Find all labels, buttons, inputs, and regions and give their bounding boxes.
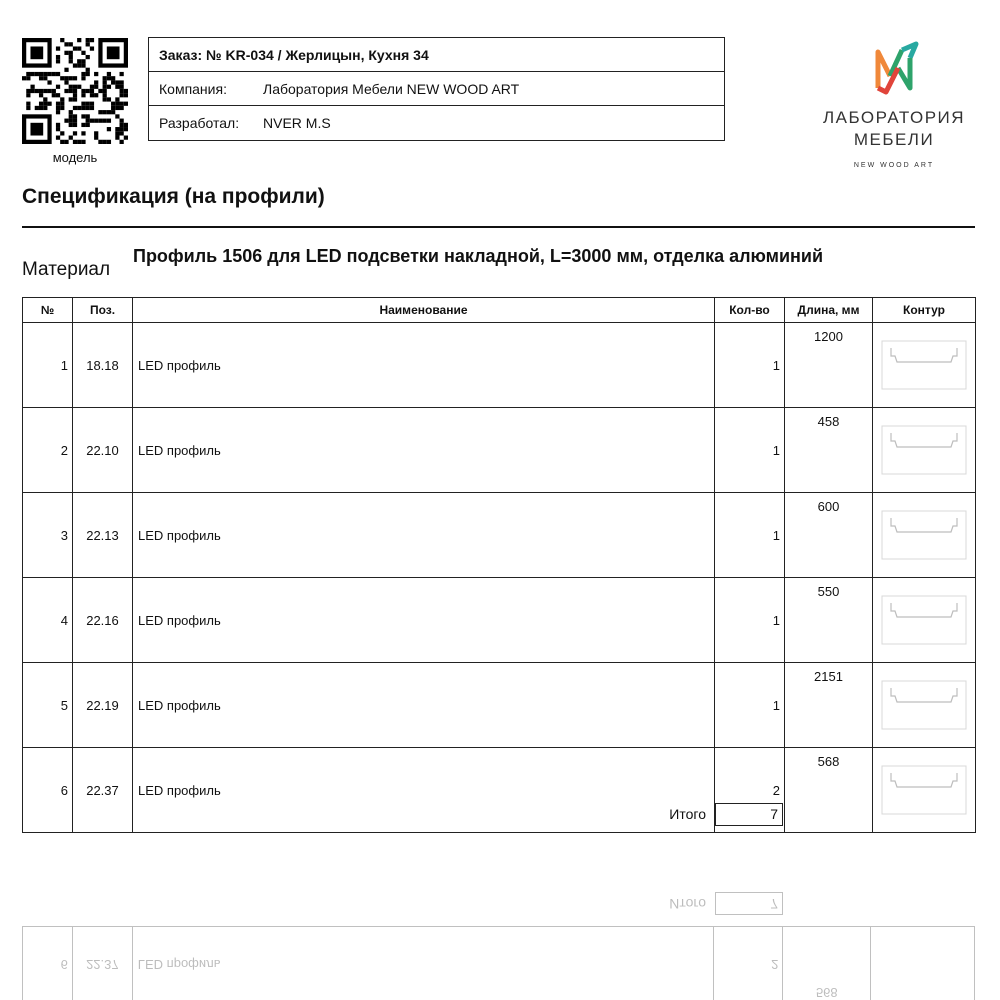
spec-table (22, 297, 976, 833)
ghost-num: 6 (23, 927, 73, 1000)
developer-row (149, 106, 724, 140)
total-label: Итого (669, 806, 706, 822)
row-contour (873, 748, 976, 833)
col-header-qty: Кол-во (715, 298, 785, 323)
ghost-length: 568 (783, 927, 871, 1000)
row-qty: 1 (715, 408, 785, 493)
total-value: 7 (715, 803, 783, 826)
row-qty: 1 (715, 323, 785, 408)
material-value: Профиль 1506 для LED подсветки накладной, L=3000 мм, отделка алюминий (133, 246, 824, 266)
company-row (149, 72, 724, 106)
row-num: 6 (23, 748, 73, 833)
row-qty: 2 (715, 748, 785, 833)
row-length: 2151 (785, 663, 873, 748)
row-contour (873, 493, 976, 578)
row-contour (873, 323, 976, 408)
material-label: Материал (22, 259, 111, 280)
title-divider (22, 226, 975, 228)
col-header-contour: Контур (873, 298, 976, 323)
qr-caption: модель (52, 150, 98, 165)
row-num: 2 (23, 408, 73, 493)
row-length: 568 (785, 748, 873, 833)
ghost-name: LED профиль (133, 927, 714, 1000)
logo-line-1: ЛАБОРАТОРИЯ (822, 108, 966, 127)
order-line: Заказ: № KR-034 / Жерлицын, Кухня 34 (149, 38, 724, 72)
row-length: 1200 (785, 323, 873, 408)
row-name: LED профиль (133, 323, 715, 408)
row-contour (873, 663, 976, 748)
qr-code-icon (22, 38, 128, 144)
profile-contour-icon (881, 680, 967, 730)
row-num: 5 (23, 663, 73, 748)
profile-contour-icon (881, 765, 967, 815)
col-header-length: Длина, мм (785, 298, 873, 323)
page-reflection (0, 880, 1000, 1000)
table-row (23, 578, 976, 663)
row-length: 600 (785, 493, 873, 578)
table-row (23, 663, 976, 748)
company-value: Лаборатория Мебели NEW WOOD ART (263, 80, 520, 97)
logo-mark-icon (810, 38, 978, 108)
row-name: LED профиль (133, 663, 715, 748)
developer-value: NVER M.S (263, 115, 331, 131)
row-qty: 1 (715, 663, 785, 748)
table-row (23, 408, 976, 493)
row-name: LED профиль (133, 578, 715, 663)
row-pos: 22.13 (73, 493, 133, 578)
row-name: LED профиль (133, 748, 715, 833)
row-pos: 22.16 (73, 578, 133, 663)
ghost-pos: 22.37 (73, 927, 133, 1000)
table-header-row (23, 298, 976, 323)
row-name: LED профиль (133, 408, 715, 493)
table-row (23, 493, 976, 578)
row-num: 1 (23, 323, 73, 408)
ghost-total-value: 7 (715, 892, 783, 915)
profile-contour-icon (881, 340, 967, 390)
ghost-total-label: Итого (669, 896, 706, 912)
logo-line-2: МЕБЕЛИ (853, 130, 935, 149)
row-num: 4 (23, 578, 73, 663)
profile-contour-icon (881, 425, 967, 475)
row-length: 550 (785, 578, 873, 663)
table-row (23, 748, 976, 833)
col-header-pos: Поз. (73, 298, 133, 323)
row-pos: 22.10 (73, 408, 133, 493)
ghost-qty: 2 (714, 927, 784, 1000)
table-row (23, 323, 976, 408)
row-length: 458 (785, 408, 873, 493)
col-header-name: Наименование (133, 298, 715, 323)
profile-contour-icon (881, 595, 967, 645)
row-qty: 1 (715, 493, 785, 578)
spec-title: Спецификация (на профили) (22, 185, 325, 208)
row-num: 3 (23, 493, 73, 578)
company-logo (810, 38, 978, 178)
qr-code (22, 38, 128, 144)
row-pos: 22.19 (73, 663, 133, 748)
row-name: LED профиль (133, 493, 715, 578)
order-info-box (148, 37, 725, 141)
row-pos: 22.37 (73, 748, 133, 833)
logo-line-3: NEW WOOD ART (853, 162, 935, 169)
row-qty: 1 (715, 578, 785, 663)
company-label: Компания: (159, 80, 227, 97)
row-contour (873, 408, 976, 493)
row-pos: 18.18 (73, 323, 133, 408)
col-header-num: № (23, 298, 73, 323)
developer-label: Разработал: (159, 115, 240, 131)
row-contour (873, 578, 976, 663)
profile-contour-icon (881, 510, 967, 560)
